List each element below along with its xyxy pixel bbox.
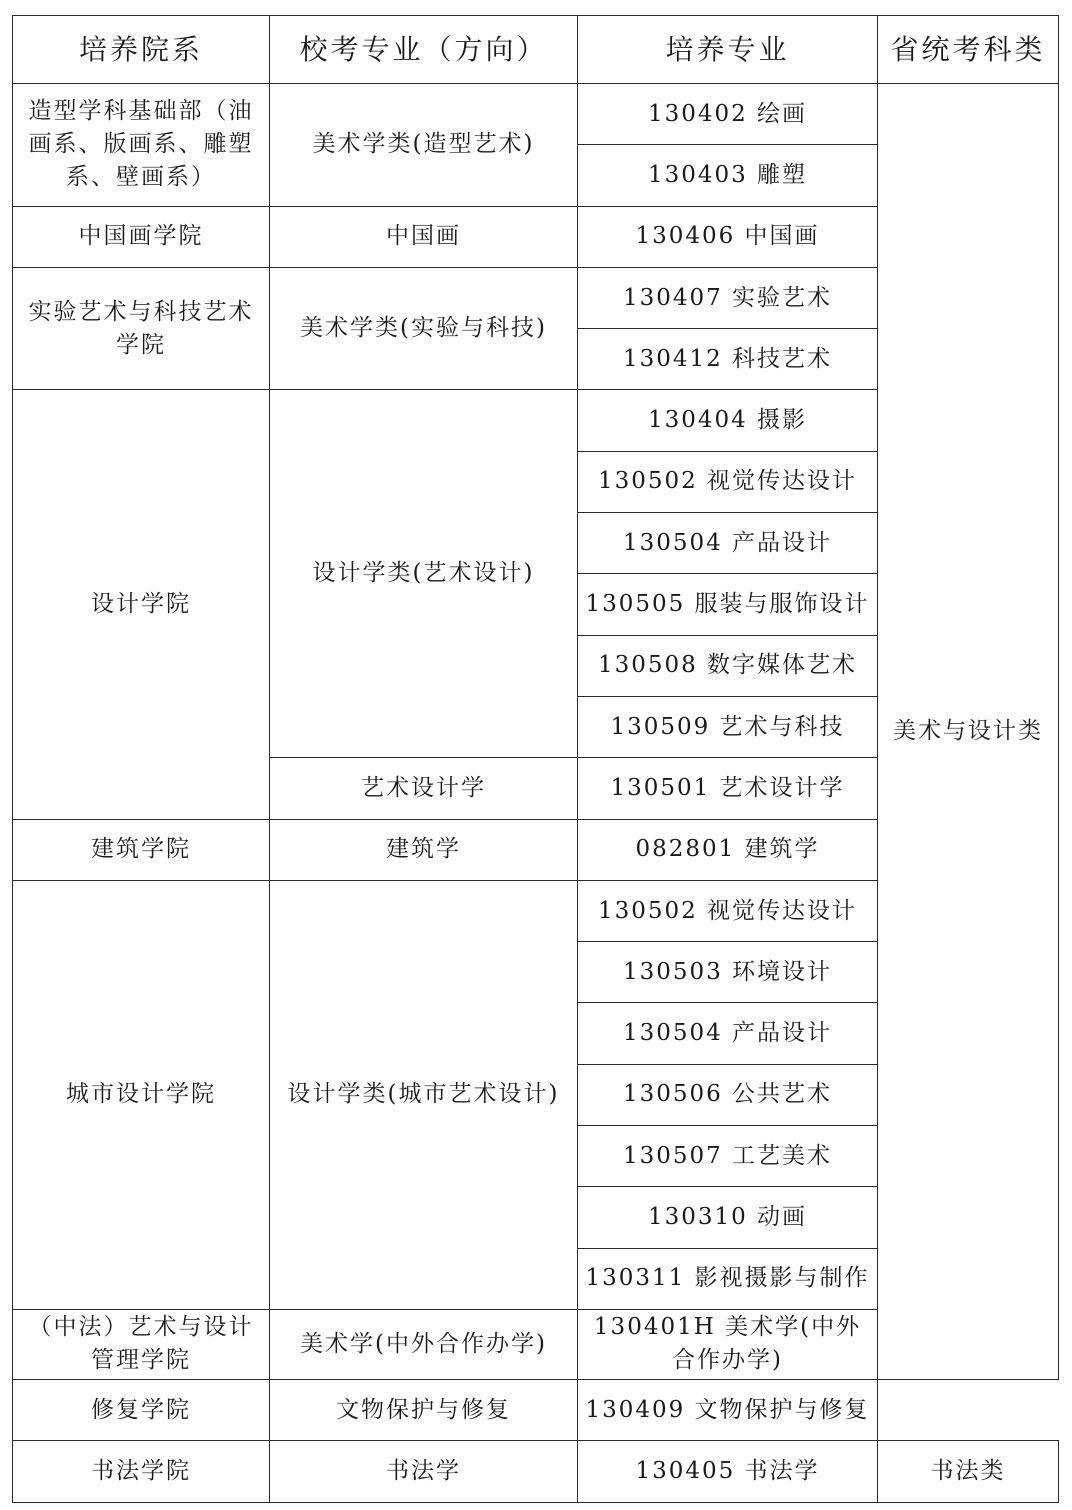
header-department: 培养院系 (13, 16, 270, 84)
department-cell: 建筑学院 (13, 819, 270, 880)
training-major-cell: 130403 雕塑 (578, 145, 878, 206)
exam-major-cell: 书法学 (270, 1441, 578, 1502)
header-exam-major: 校考专业（方向） (270, 16, 578, 84)
department-cell: 造型学科基础部（油画系、版画系、雕塑系、壁画系） (13, 84, 270, 207)
training-major-cell: 130412 科技艺术 (578, 329, 878, 390)
training-major-cell: 130501 艺术设计学 (578, 758, 878, 819)
exam-major-cell: 设计学类(艺术设计) (270, 390, 578, 758)
enrollment-table (12, 15, 1059, 1503)
table-row (13, 1441, 1059, 1502)
header-row (13, 16, 1059, 84)
training-major-cell: 130407 实验艺术 (578, 267, 878, 328)
exam-major-cell: 文物保护与修复 (270, 1379, 578, 1440)
training-major-cell: 082801 建筑学 (578, 819, 878, 880)
training-major-cell: 130508 数字媒体艺术 (578, 635, 878, 696)
header-provincial-category: 省统考科类 (878, 16, 1059, 84)
header-training-major: 培养专业 (578, 16, 878, 84)
training-major-cell: 130406 中国画 (578, 206, 878, 267)
training-major-cell: 130503 环境设计 (578, 942, 878, 1003)
department-cell: 书法学院 (13, 1441, 270, 1502)
exam-major-cell: 美术学(中外合作办学) (270, 1309, 578, 1379)
training-major-cell: 130310 动画 (578, 1187, 878, 1248)
training-major-cell: 130505 服装与服饰设计 (578, 574, 878, 635)
training-major-cell: 130502 视觉传达设计 (578, 451, 878, 512)
training-major-cell: 130504 产品设计 (578, 513, 878, 574)
department-cell: 实验艺术与科技艺术学院 (13, 267, 270, 390)
table-row (13, 84, 1059, 145)
training-major-cell: 130506 公共艺术 (578, 1064, 878, 1125)
training-major-cell: 130509 艺术与科技 (578, 696, 878, 757)
department-cell: 修复学院 (13, 1379, 270, 1440)
training-major-cell: 130409 文物保护与修复 (578, 1379, 878, 1440)
table-row (13, 1379, 1059, 1440)
exam-major-cell: 艺术设计学 (270, 758, 578, 819)
training-major-cell: 130311 影视摄影与制作 (578, 1248, 878, 1309)
department-cell: （中法）艺术与设计管理学院 (13, 1309, 270, 1379)
training-major-cell: 130402 绘画 (578, 84, 878, 145)
training-major-cell: 130502 视觉传达设计 (578, 880, 878, 941)
training-major-cell: 130507 工艺美术 (578, 1126, 878, 1187)
exam-major-cell: 设计学类(城市艺术设计) (270, 880, 578, 1309)
category-cell: 美术与设计类 (878, 84, 1059, 1380)
exam-major-cell: 美术学类(造型艺术) (270, 84, 578, 207)
category-cell: 书法类 (878, 1441, 1059, 1502)
department-cell: 设计学院 (13, 390, 270, 819)
exam-major-cell: 中国画 (270, 206, 578, 267)
exam-major-cell: 美术学类(实验与科技) (270, 267, 578, 390)
training-major-cell: 130504 产品设计 (578, 1003, 878, 1064)
training-major-cell: 130404 摄影 (578, 390, 878, 451)
department-cell: 中国画学院 (13, 206, 270, 267)
training-major-cell: 130405 书法学 (578, 1441, 878, 1502)
exam-major-cell: 建筑学 (270, 819, 578, 880)
department-cell: 城市设计学院 (13, 880, 270, 1309)
training-major-cell: 130401H 美术学(中外合作办学) (578, 1309, 878, 1379)
